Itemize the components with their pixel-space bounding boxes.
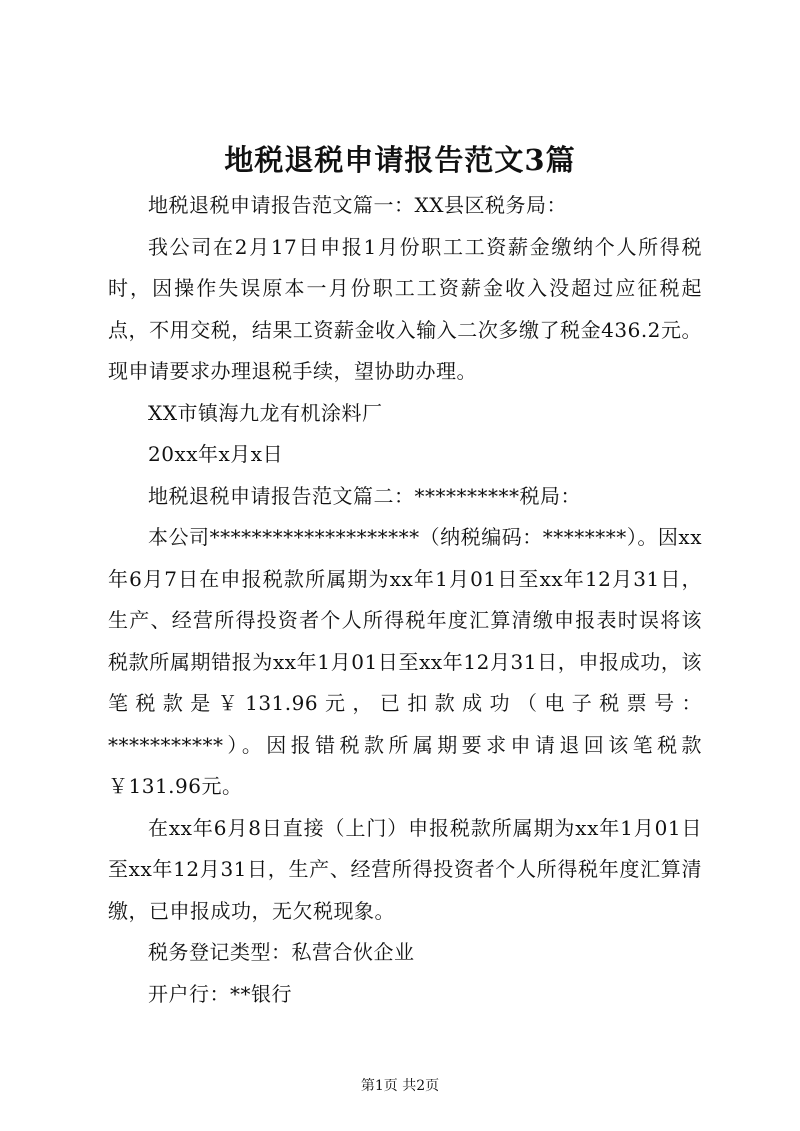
paragraph-8: 税务登记类型：私营合伙企业 [148,940,415,964]
paragraph-3: XX市镇海九龙有机涂料厂 [148,400,383,425]
page-footer: 第1页 共2页 [360,1078,440,1094]
document-body [108,185,702,1015]
paragraph-4: 20xx年x月x日 [148,442,284,466]
paragraph-7: 在xx年6月8日直接（上门）申报税款所属期为xx年1月01日至xx年12月31日，生产、经营所得投资者个人所得税年度汇算清缴，已申报成功，无欠税现象。 [108,815,702,923]
paragraph-5: 地税退税申请报告范文篇二：**********税局： [148,483,581,508]
document-title: 地税退税申请报告范文3篇 [224,143,576,177]
paragraph-6: 本公司********************（纳税编码：********）。因xx年6月7日在申报税款所属期为xx年1月01日至xx年12月31日，生产、经营所得投资者个人所得税年度汇算清缴申报表时误将该税款所属期错报为xx年1月01日至xx年12月31日，申报成功，该笔税款是￥131.96元，已扣款成功（电子税票号：***********）。因报错税款所属期要求申请退回该笔税款￥131.96元。 [108,525,702,798]
paragraph-9: 开户行：**银行 [148,981,292,1006]
paragraph-1: 地税退税申请报告范文篇一：XX县区税务局： [148,193,567,217]
paragraph-2: 我公司在2月17日申报1月份职工工资薪金缴纳个人所得税时，因操作失误原本一月份职工工资薪金收入没超过应征税起点，不用交税，结果工资薪金收入输入二次多缴了税金436.2元。现申请要求办理退税手续，望协助办理。 [108,234,702,383]
